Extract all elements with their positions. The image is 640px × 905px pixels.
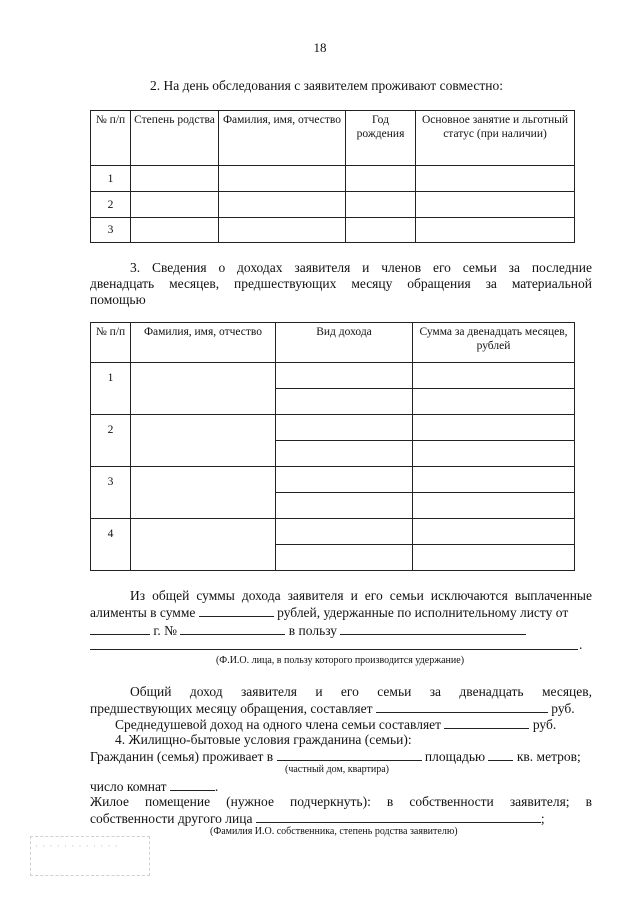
table-row xyxy=(91,218,575,243)
housing-type-field[interactable] xyxy=(277,748,422,761)
table-cell[interactable] xyxy=(413,389,575,415)
table-cell[interactable] xyxy=(413,441,575,467)
table-cell[interactable] xyxy=(346,192,416,218)
table-cell[interactable] xyxy=(413,363,575,389)
table-header-row xyxy=(91,111,575,166)
header-fullname: Фамилия, имя, отчество xyxy=(219,111,346,166)
section4-semicolon: ; xyxy=(540,811,545,826)
income-line2 xyxy=(90,700,575,717)
income-text: предшествующих месяцу обращения, составляет xyxy=(90,701,373,716)
table-cell[interactable] xyxy=(276,415,413,441)
page-number: 18 xyxy=(313,40,327,55)
alimony-text: в пользу xyxy=(288,623,338,638)
beneficiary-field[interactable] xyxy=(340,622,526,635)
table-cell[interactable] xyxy=(413,467,575,493)
header-income-sum: Сумма за двенадцать месяцев, рублей xyxy=(413,323,575,363)
faint-stamp xyxy=(30,836,150,876)
section4-line1 xyxy=(90,748,592,765)
income-line1: Общий доход заявителя и его семьи за двенадцать месяцев, xyxy=(130,684,592,699)
owner-caption: (Фамилия И.О. собственника, степень родства заявителю) xyxy=(210,826,458,837)
household-table xyxy=(90,110,575,243)
beneficiary-name-field[interactable] xyxy=(90,637,578,650)
header-num: № п/п xyxy=(91,323,131,363)
table-cell[interactable] xyxy=(131,218,219,243)
table-cell[interactable] xyxy=(413,415,575,441)
table-cell[interactable] xyxy=(219,166,346,192)
income-unit: руб. xyxy=(551,701,575,716)
table-cell[interactable] xyxy=(413,519,575,545)
table-cell[interactable] xyxy=(276,389,413,415)
rooms-period: . xyxy=(214,779,219,794)
header-fullname: Фамилия, имя, отчество xyxy=(131,323,276,363)
alimony-text: г. № xyxy=(153,623,178,638)
row-number: 3 xyxy=(91,467,131,519)
income-unit: руб. xyxy=(532,717,557,732)
table-row xyxy=(91,166,575,192)
section4-heading: 4. Жилищно-бытовые условия гражданина (семьи): xyxy=(115,732,412,747)
alimony-text: рублей, удержанные по исполнительному листу от xyxy=(277,605,569,620)
table-cell[interactable] xyxy=(219,192,346,218)
section3-line1: 3. Сведения о доходах заявителя и членов его семьи за последние xyxy=(130,260,592,275)
writ-number-field[interactable] xyxy=(180,622,285,635)
alimony-period: . xyxy=(579,637,583,652)
writ-date-field[interactable] xyxy=(90,622,150,635)
table-cell[interactable] xyxy=(131,192,219,218)
row-number: 1 xyxy=(91,363,131,415)
table-cell[interactable] xyxy=(276,493,413,519)
table-cell[interactable] xyxy=(276,441,413,467)
header-income-type: Вид дохода xyxy=(276,323,413,363)
table-cell[interactable] xyxy=(413,545,575,571)
table-cell[interactable] xyxy=(416,166,575,192)
alimony-line2 xyxy=(90,604,592,621)
income-line3 xyxy=(115,716,556,733)
row-number: 4 xyxy=(91,519,131,571)
table-row xyxy=(91,192,575,218)
section4-text: площадью xyxy=(424,749,486,764)
table-header-row xyxy=(91,323,575,363)
alimony-text: алименты в сумме xyxy=(90,605,196,620)
table-row xyxy=(91,519,575,545)
owner-field[interactable] xyxy=(256,810,541,823)
table-cell[interactable] xyxy=(131,415,276,467)
section4-line4 xyxy=(90,810,545,827)
beneficiary-caption: (Ф.И.О. лица, в пользу которого производится удержание) xyxy=(215,655,465,666)
table-cell[interactable] xyxy=(276,363,413,389)
table-cell[interactable] xyxy=(219,218,346,243)
section4-line3: Жилое помещение (нужное подчеркнуть): в собственности заявителя; в xyxy=(90,794,592,809)
row-number: 2 xyxy=(91,415,131,467)
section3-line3: помощью xyxy=(90,292,146,307)
income-table xyxy=(90,322,575,571)
header-occupation: Основное занятие и льготный статус (при наличии) xyxy=(416,111,575,166)
section4-text: Гражданин (семья) проживает в xyxy=(90,749,274,764)
section4-text: кв. метров; xyxy=(516,749,581,764)
row-number: 2 xyxy=(91,192,131,218)
header-num: № п/п xyxy=(91,111,131,166)
income-text: Среднедушевой доход на одного члена семьи составляет xyxy=(115,717,442,732)
table-cell[interactable] xyxy=(416,218,575,243)
rooms-line xyxy=(90,778,218,795)
header-birth-year: Год рождения xyxy=(346,111,416,166)
table-cell[interactable] xyxy=(131,166,219,192)
table-cell[interactable] xyxy=(276,467,413,493)
table-row xyxy=(91,467,575,493)
section2-heading: 2. На день обследования с заявителем проживают совместно: xyxy=(150,78,503,93)
alimony-line1: Из общей суммы дохода заявителя и его семьи исключаются выплаченные xyxy=(130,588,592,603)
row-number: 1 xyxy=(91,166,131,192)
section3-line2: двенадцать месяцев, предшествующих месяцу обращения за материальной xyxy=(90,276,592,291)
section4-text: число комнат xyxy=(90,779,167,794)
table-cell[interactable] xyxy=(131,363,276,415)
total-income-field[interactable] xyxy=(376,700,548,713)
table-row xyxy=(91,415,575,441)
table-cell[interactable] xyxy=(346,218,416,243)
section4-text: собственности другого лица xyxy=(90,811,253,826)
header-relation: Степень родства xyxy=(131,111,219,166)
stamp-pattern-icon: · · · · · · · · · · · · xyxy=(35,841,119,851)
table-cell[interactable] xyxy=(276,545,413,571)
table-cell[interactable] xyxy=(346,166,416,192)
table-cell[interactable] xyxy=(416,192,575,218)
per-capita-income-field[interactable] xyxy=(444,716,529,729)
housing-type-caption: (частный дом, квартира) xyxy=(285,764,389,775)
table-cell[interactable] xyxy=(131,467,276,519)
table-cell[interactable] xyxy=(131,519,276,571)
table-cell[interactable] xyxy=(276,519,413,545)
row-number: 3 xyxy=(91,218,131,243)
rooms-count-field[interactable] xyxy=(170,778,215,791)
area-field[interactable] xyxy=(488,748,513,761)
table-cell[interactable] xyxy=(413,493,575,519)
table-row xyxy=(91,363,575,389)
alimony-sum-field[interactable] xyxy=(199,604,274,617)
